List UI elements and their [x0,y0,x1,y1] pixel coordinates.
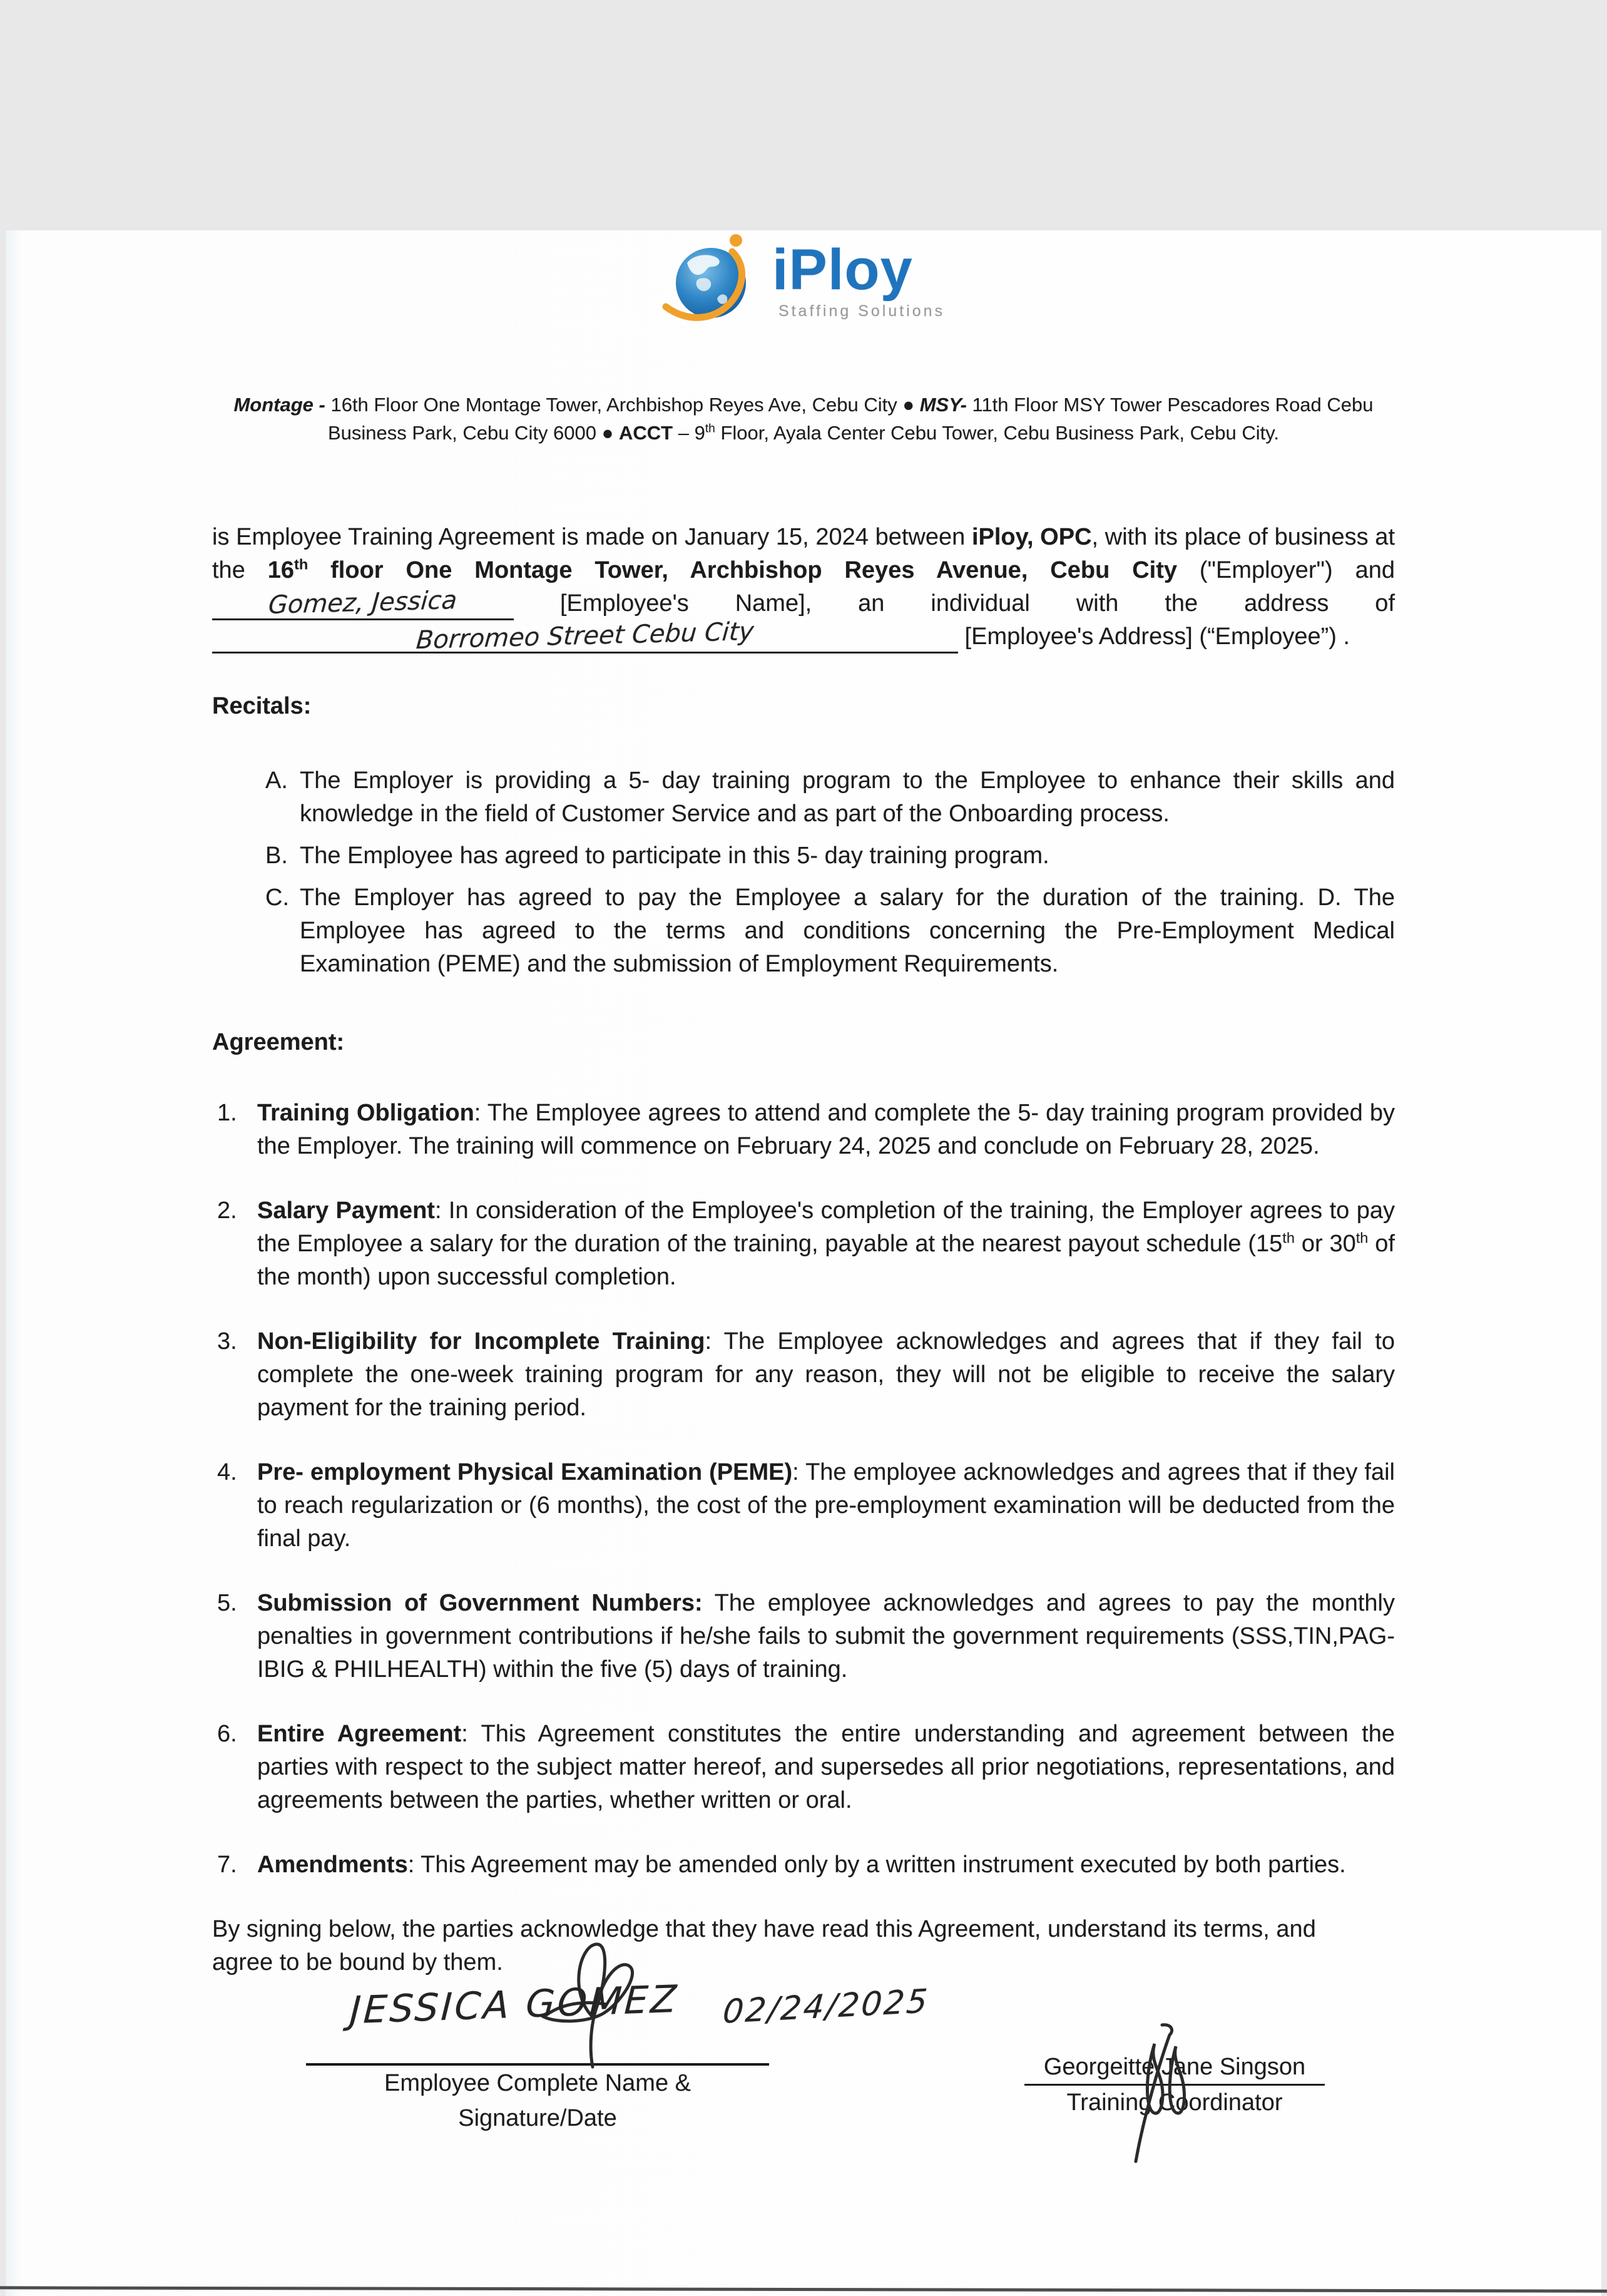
globe-swoosh-icon [662,230,768,331]
agreement-heading: Agreement: [212,1029,345,1055]
coordinator-signature-scribble [1118,2019,1200,2169]
scan-edge-artifact [0,2286,1607,2292]
recital-item: A. The Employer is providing a 5- day training program to the Employee to enhance their skills and knowledge in the field of Customer Service and as part of the Onboarding process. [265,764,1395,831]
fill-in-blank [212,586,514,620]
agreement-item: 5. Submission of Government Numbers: The employee acknowledges and agrees to pay the monthly penalties in government contributions if he/she fails to submit the government requirements (SSS,TIN,PAG-IBIG & PHILHEALTH) within the five (5) days of training. [212,1587,1395,1686]
item-number: 4. [217,1459,237,1485]
recital-label: A. [265,767,288,794]
employee-signature-row [268,1977,932,2063]
recital-label: B. [265,843,288,869]
coordinator-name: Georgeitte Jane Singson [1024,2051,1325,2086]
item-number: 3. [217,1328,237,1355]
item-number: 2. [217,1197,237,1224]
coordinator-title: Training Coordinator [1066,2089,1283,2116]
agreement-item: 6. Entire Agreement: This Agreement constitutes the entire understanding and agreement between the parties with respect to the subject matter hereof, and supersedes all prior negotiations, representations, and agreements between the parties, whether written or oral. [212,1718,1395,1817]
recital-item: B. The Employee has agreed to participate in this 5- day training program. [265,839,1395,873]
recital-label: C. [265,884,289,911]
recitals-heading: Recitals: [212,693,312,719]
agreement-item: 4. Pre- employment Physical Examination (PEME): The employee acknowledges and agrees that if they fail to reach regularization or (6 months), the cost of the pre-employment examination will be deducted from the final pay. [212,1456,1395,1555]
employee-signature-label: Employee Complete Name & Signature/Date [384,2070,691,2131]
scanned-training-agreement-page [6,230,1601,2296]
agreement-item: 2. Salary Payment: In consideration of the Employee's completion of the training, the Employer agrees to pay the Employee a salary for the duration of the training, payable at the nearest payout schedule (15th or 30th of the month) upon successful completion. [212,1194,1395,1294]
item-number: 5. [217,1590,237,1616]
brand-logo [212,230,1395,331]
handwritten-entry: Borromeo Street Cebu City [415,617,755,655]
agreement-item: 7. Amendments: This Agreement may be amended only by a written instrument executed by both parties. [212,1848,1395,1882]
recital-item: C. The Employer has agreed to pay the Employee a salary for the duration of the training. D. The Employee has agreed to the terms and conditions concerning the Pre-Employment Medical Examination (PEME) and the submission of Employment Requirements. [265,881,1395,981]
handwritten-signature-date: 02/24/2025 [721,1982,931,2031]
item-number: 1. [217,1100,237,1126]
fill-in-blank [212,617,958,655]
coordinator-signature-block [1024,2051,1325,2119]
handwritten-entry: Gomez, Jessica [267,586,459,620]
signature-section [212,1977,1395,2136]
agreement-items [212,1097,1395,1882]
agreement-item: 3. Non-Eligibility for Incomplete Training: The Employee acknowledges and agrees that if they fail to complete the one-week training program for any reason, they will not be eligible to receive the salary payment for the training period. [212,1325,1395,1425]
item-number: 6. [217,1721,237,1747]
agreement-item: 1. Training Obligation: The Employee agrees to attend and complete the 5- day training program provided by the Employer. The training will commence on February 24, 2025 and conclude on February 28, 2025. [212,1097,1395,1163]
closing-paragraph: By signing below, the parties acknowledge that they have read this Agreement, understand its terms, and agree to be bound by them. [212,1916,1316,1976]
handwritten-employee-name: JESSICA GOMEZ [349,1977,680,2033]
intro-paragraph: is Employee Training Agreement is made on January 15, 2024 between iPloy, OPC, with its place of business at the 16th floor One Montage Tower, Archbishop Reyes Avenue, Cebu City ("Employer") and Gomez, Jessica [Employee's Name], an individual with the address of Borromeo Street Cebu City [Employee's Address] (“Employee”) . [212,524,1395,655]
recitals-list [212,764,1395,981]
employee-signature-block [268,1977,932,2136]
brand-tagline: Staffing Solutions [778,302,946,320]
header-address: Montage - 16th Floor One Montage Tower, Archbishop Reyes Ave, Cebu City ● MSY- 11th Floor MSY Tower Pescadores Road Cebu Business Park, Cebu City 6000 ● ACCT – 9th Floor, Ayala Center Cebu Tower, Cebu Business Park, Cebu City. [233,394,1374,444]
item-number: 7. [217,1852,237,1878]
brand-name: iPloy [772,237,913,302]
